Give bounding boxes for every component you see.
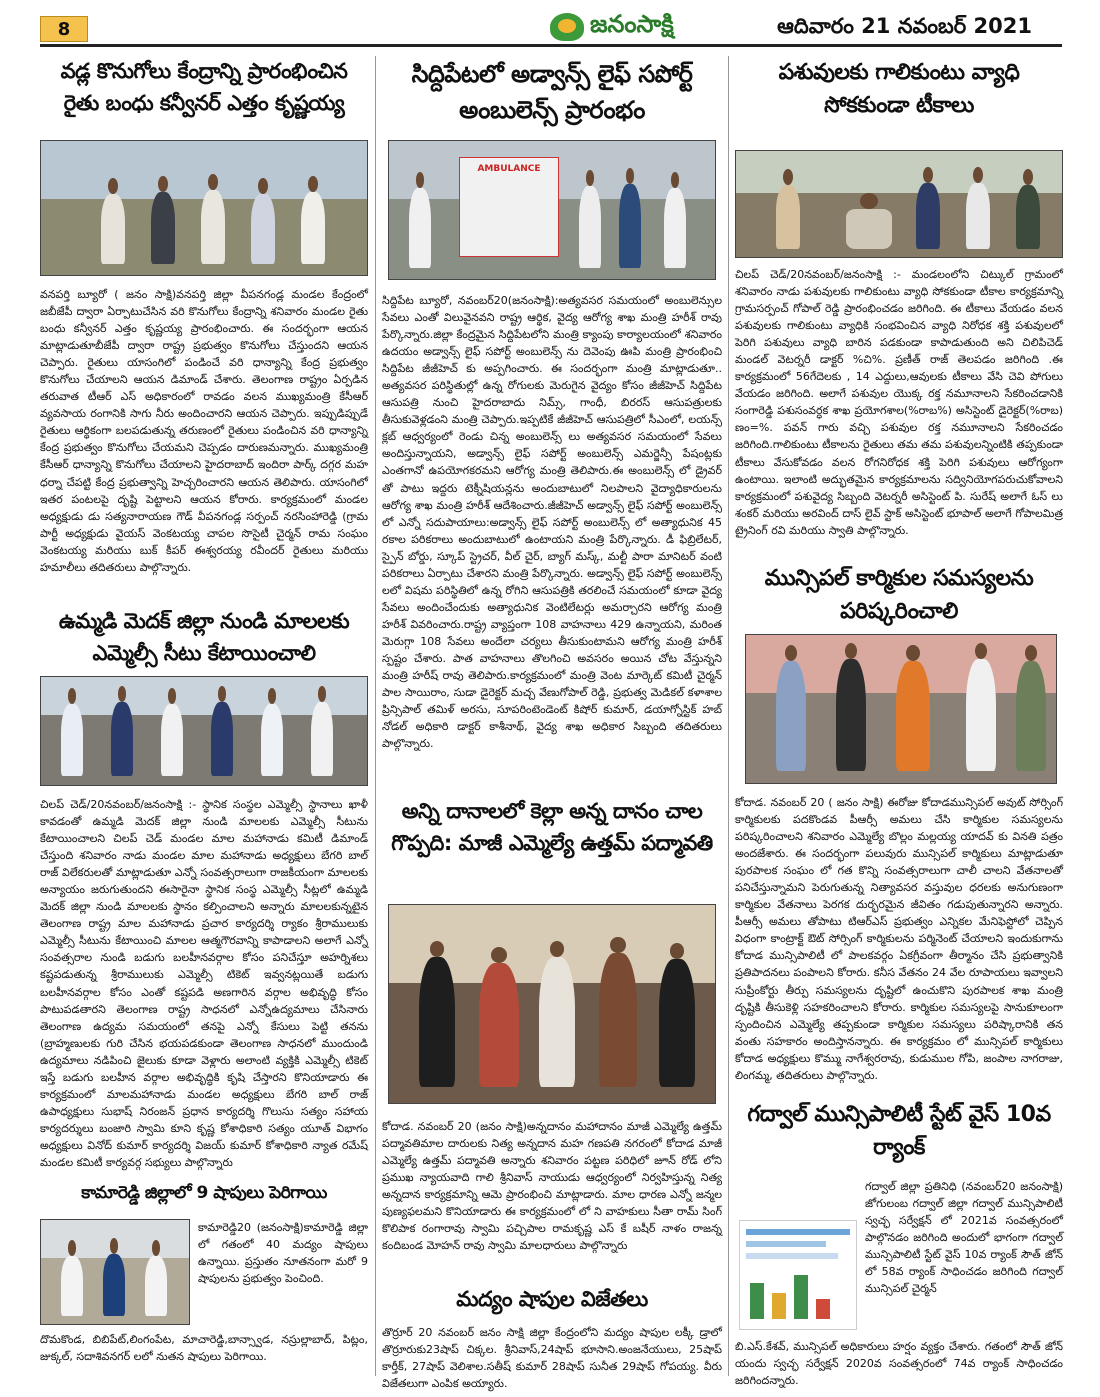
column-divider (728, 56, 729, 1376)
logo-emblem-icon (550, 13, 584, 41)
article-municipal-workers (735, 562, 1063, 1082)
article-photo (388, 904, 716, 1104)
article-body: కోదాడ. నవంబర్ 20 (జనం సాక్షి)అన్నదానం మహాదానం మాజీ ఎమ్మెల్యే ఉత్తమ్ పద్మావతిమాల దారులకు నిత్య అన్నదాన మహ గణపతి నగరంలో కోదాడ మాజీ ఎమ్మెల్యే ఉత్తమ్ పద్మావతి అన్నారు శనివారం పట్టణ పరిధిలో జూన్ రోడ్ లోని ప్రముఖ న్యాయవాది గాలి శ్రీనివాస్ నాయుడు ఆధ్వర్యంలో నిర్వహిస్తున్న నిత్య అన్నదాన కార్యక్రమాన్ని ఆమె ప్రారంభించి మాట్లాడారు. మాల ధారణ ఎన్నో జన్మల పుణ్యఫలమని కొనియాడారు ఈ కార్యక్రమంలో లో ని వాహకులు సీతా రామ్ సింగ్ కొలిపాక రంగారావు స్వామి పచ్చిపాల రామకృష్ణ ఎస్ కే బషీర్ నాళం రాజన్న కందిబండ మోహన్ రావు స్వామి మాలధారులు పాల్గొన్నారు (382, 1120, 722, 1253)
article-headline: అన్ని దానాలలో కెల్లా అన్న దానం చాల గొప్పది: మాజీ ఎమ్మెల్యే ఉత్తమ్ పద్మావతి (391, 799, 713, 855)
ambulance-vehicle (459, 157, 559, 257)
article-photo (40, 676, 368, 786)
masthead-title: జనంసాక్షి (590, 10, 674, 38)
article-headline: సిద్దిపేటలో అడ్వాన్స్ లైఫ్ సపోర్ట్ అంబులెన్స్ ప్రారంభం (411, 60, 693, 124)
article-body: వనపర్తి బ్యూరో ( జనం సాక్షి)వనపర్తి జిల్లా వీపనగండ్ల మండల కేంద్రంలో జబీజేపీ ద్వారా ఏర్పాటుచేసిన వరి కొనుగోలు కేంద్రాన్ని శనివారం మండల రైతు బంధు కన్వీనర్ ఎత్తం కృష్ణయ్య ప్రారంభించారు. ఈ సందర్భంగా ఆయన మాట్లాడుతూబీజేపీ ద్వారా రాష్ట్ర ప్రభుత్వం కొనుగోలు చేస్తుందని ఆయన చెప్పారు. రైతులు యాసంగిలో పండించే వరి ధాన్యాన్ని కేంద్ర ప్రభుత్వం కొనుగోలు చేయాలని ఆయన డిమాండ్ చేశారు. తెలంగాణ రాష్ట్రం ఏర్పడిన తరువాత టీఆర్ ఎస్ అధికారంలో రావడం వలన ముఖ్యమంత్రి కేసీఆర్ వ్యవసాయ రంగానికి సాగు నీరు అందించారని ఆయన చెప్పారు. ఇప్పుడిప్పుడే రైతులు ఆర్థికంగా బలపడుతున్న తరుణంలో రైతులు పండించిన వరి ధాన్యాన్ని కేంద్ర ప్రభుత్వం కొనుగోలు చేయమని చెప్పడం దారుణమన్నారు. ముఖ్యమంత్రి కేసీఆర్ ధాన్యాన్ని కొనుగోలు చేయాలని హైదరాబాద్ ఇందిరా పార్క్ దగ్గర మహ ధర్నా చేపట్టి కేంద్ర ప్రభుత్వాన్ని హెచ్చరించారని ఆయన తెలిపారు. యాసంగిలో ఇతర పంటలపై దృష్టి పెట్టాలని ఆయన కోరారు. కార్యక్రమంలో మండల అధ్యక్షుడు డు సత్యనారాయణ గౌడ్ వీపనగండ్ల సర్పంచ్ నరసింహారెడ్డి (గ్రామ పార్టీ అధ్యక్షుడు వైయస్ వెంకటయ్య చాపల సొసైటీ చైర్మన్ రామ సంఘం వెంకటయ్య మరియు బుక్ కీపర్ ఈశ్వరయ్య రవీందర్ రైతులు మరియు హమాలీలు తదితరులు పాల్గొన్నారు. (40, 288, 368, 574)
article-photo (40, 140, 368, 276)
article-body-tail: దొమకొండ, బిబిపేట్,లింగంపేట, మాచారెడ్డి,బాన్స్వాడ, నస్రుల్లాబాద్, పిట్లం, జుక్కల్, సదాశివనగర్ లలో నుతన షాపులు పెరిగాయి. (40, 1333, 368, 1364)
article-photo (735, 150, 1063, 258)
column-3 (735, 56, 1063, 1388)
ranking-graphic (739, 1220, 857, 1330)
article-liquor-winners (382, 1284, 722, 1391)
column-divider (375, 56, 376, 1376)
page-header (40, 10, 1060, 44)
article-photo (388, 140, 716, 280)
article-headline: కామారెడ్డి జిల్లాలో 9 షాపులు పెరిగాయి (81, 1183, 327, 1203)
article-photo (40, 1219, 190, 1325)
article-headline: వడ్ల కొనుగోలు కేంద్రాన్ని ప్రారంభించిన రైతు బంధు కన్వీనర్ ఎత్తం కృష్ణయ్య (60, 59, 348, 115)
article-body-lead: కామారెడ్డి20 (జనంసాక్షి)కామారెడ్డి జిల్లా లో గతంలో 40 మద్యం షాపులు ఉన్నాయి. ప్రస్తుతం నూతనంగా మరో 9 షాపులను ప్రభుత్వం పెంచింది. (198, 1221, 368, 1286)
column-1 (40, 56, 368, 1376)
issue-date: ఆదివారం 21 నవంబర్ 2021 (777, 14, 1032, 38)
article-body-tail: బి.ఎస్.కేశవ్, మున్సిపల్ అధికారులు హర్షం వ్యక్తం చేశారు. గతంలో సౌత్ జోన్ యందు స్వచ్ఛ సర్వేక్షన్ 2020వ సంవత్సరంలో 74వ ర్యాంక్ సాధించడం జరిగిందన్నారు. (735, 1340, 1063, 1388)
article-annadanam (382, 796, 722, 1253)
article-kamareddy-shops (40, 1181, 368, 1364)
article-headline: మున్సిపల్ కార్మికుల సమస్యలను పరిష్కరించాలి (764, 566, 1034, 624)
column-2 (382, 56, 722, 1391)
page-number: 8 (40, 16, 88, 42)
article-ambulance (382, 56, 722, 751)
article-headline: గద్వాల్ మున్సిపాలిటీ స్టేట్ వైస్ 10వ ర్యాంక్ (747, 1102, 1051, 1160)
ambulance-label: AMBULANCE (477, 164, 541, 174)
article-body: తొర్రూర్ 20 నవంబర్ జనం సాక్షి జిల్లా కేంద్రంలోని మద్యం షాపుల లక్కీ డ్రాలో తొర్రూరుకు23షాప్ చిక్కల. శ్రీనివాస్,24షాప్ భూసాని.అంజనేయులు, 25షాప్ కార్తీక్, 27షాప్ వెలిశాల.సతీష్ కుమార్ 28షాప్ సునీత 29షాప్ గోపయ్య. వీరు విజేతలుగా ఎంపిక అయ్యారు. (382, 1326, 722, 1391)
article-headline: మద్యం షాపుల విజేతలు (456, 1287, 648, 1311)
article-body-lead: గద్వాల్ జిల్లా ప్రతినిధి (నవంబర్20 జనంసాక్షి) జోగులంబ గద్వాల్ జిల్లా గద్వాల్ మున్సిపాలిటీ స్వచ్ఛ సర్వేక్షన్ లో 2021వ సంవత్సరంలో పాల్గొనడం జరిగింది అందులో భాగంగా గద్వాల్ మున్సిపాలిటీ స్టేట్ వైస్ 10వ ర్యాంక్ సౌత్ జోన్ లో 58వ ర్యాంక్ సాధించడం జరిగింది గద్వాల్ మున్సిపల్ చైర్మన్ (865, 1180, 1063, 1296)
article-body: చిలప్ చెడ్/20నవంబర్/జనంసాక్షి :- స్థానిక సంస్థల ఎమ్మెల్సీ స్థానాలు ఖాళీ కావడంతో ఉమ్మడి మెదక్ జిల్లా నుండి మాలలకు ఎమ్మెల్సీ సీటును కేటాయించాలని చిలప్ చెడ్ మండల మాల మహానాడు కమిటీ డిమాండ్ చేస్తుంది శనివారం నాడు మండల మాల మహానాడు అధ్యక్షులు బేగరి బాల్ రాజ్ విలేకరులతో మాట్లాడుతూ ఎన్నో సంవత్సరాలుగా రాజకీయంగా మాలలకు అన్యాయం జరుగుతుందని ఈసారైనా స్థానిక సంస్థ ఎమ్మెల్సీ సీట్లలో ఉమ్మడి మెదక్ జిల్లా నుండి మాలలకు స్థానం కల్పించాలని అన్నారు మాలలకున్నటైన తెలంగాణ రాష్ట్ర మాల మహానాడు ప్రచార కార్యదర్శి ర్యాకం శ్రీరాములుకు ఎమ్మెల్సీ సీటును కేటాయించి మాలల ఆత్మగౌరవాన్ని కాపాడాలని అలాగే ఎన్నో సంవత్సరాల నుండి బడుగు బలహీనవర్గాల కోసం పనిచేస్తూ అహర్నిశలు కష్టపడుతున్న శ్రీరాములుకు ఎమ్మెల్సీ టికెట్ ఇవ్వనట్లయితే బడుగు బలహీనవర్గాల కోసం ఎంతో కష్టపడి అణగారిన వర్గాల అభివృద్ధి కోసం పాటుపడతారని తెలంగాణ రాష్ట్ర సాధనలో ఎన్నోఉద్యమాలు చేసినారు తెలంగాణ ఉద్యమ సమయంలో తనపై ఎన్నో కేసులు పెట్టి తనను (బ్రాహ్మణులకు గురి చేసిన భయపడకుండా తెలంగాణ సాధనలో ముందుండి ఉద్యమాలు నడిపించి జైలుకు కూడా వెళ్లారు అలాంటి వ్యక్తికి ఎమ్మెల్సీ టికెట్ ఇస్తే బడుగు బలహీన వర్గాల అభివృద్ధికి కృషి చేస్తారని కొనియాడారు ఈ కార్యక్రమంలో మాలమహానాడు మండల అధ్యక్షులు బేగరి బాల్ రాజ్ ఉపాధ్యక్షులు సుభాష్ నిరంజన్ ప్రధాన కార్యదర్శి గొలుసు సత్యం సహాయ కార్యదర్శులు బంజారి స్వామి కూని కృష్ణ కోశాధికారి సత్యం యూత్ విభాగం అధ్యక్షులు వినోద్ కుమార్ కార్యదర్శి విజయ్ కుమార్ కోశాధికారి న్యాత రమేష్ మండల కమిటీ కార్యవర్గ సభ్యులు పాల్గొన్నారు (40, 798, 368, 1169)
article-body: కోదాడ. నవంబర్ 20 ( జనం సాక్షి) ఈరోజు కోదాడమున్సిపల్ అవుట్ సోర్సింగ్ కార్మికులకు పదకొండవ పీఆర్సీ అమలు చేసి కార్మికుల సమస్యలను పరిష్కరించాలని శనివారం ఎమ్మెల్యే బొల్లం మల్లయ్య యాదవ్ కు వినతి పత్రం అందజేశారు. ఈ సందర్భంగా పలువురు మున్సిపల్ కార్మికులు మాట్లాడుతూ పురపాలక సంఘం లో గత కొన్ని సంవత్సరాలుగా చాలీ చాలని వేతనాలతో పనిచేస్తున్నామని పెరుగుతున్న నిత్యావసర వస్తువుల ధరలకు అనుగుణంగా కార్మికుల వేతనాలు పెరగక దుర్భరమైన జీవితం గడుపుతున్నారని అన్నారు. పీఆర్సీ అమలు తోపాటు టిఆర్ఎస్ ప్రభుత్వం ఎన్నికల మేనిఫెస్టోలో చెప్పిన విధంగా కాంట్రాక్ట్ ఔట్ సోర్సింగ్ కార్మికులను పర్మినెంట్ చేయాలని ఇందుకుగాను కోదాడ మున్సిపాలిటీ లో పాలకవర్గం ఏకగ్రీవంగా తీర్మానం చేసి ప్రభుత్వానికి ప్రతిపాదనలు పంపాలని కోరారు. కనీస వేతనం 24 వేల రూపాయలు ఇవ్వాలని సుప్రీంకోర్టు తీర్పు సమస్యలను దృష్టిలో ఉంచుకొని పురపాలక శాఖ మంత్రి దృష్టికి తీసుకెళ్లి సహకరించాలని కోరారు. కార్మికుల సమస్యలపై సానుకూలంగా స్పందించిన ఎమ్మెల్యే తప్పకుండా కార్మికుల సమస్యలు పరిష్కారానికి తన వంతు సహకారం అందిస్తానన్నారు. ఈ కార్యక్రమం లో మున్సిపల్ కార్మికులు కోదాడ అధ్యక్షులు కొమ్ము నాగేశ్వరరావు, కుడుముల గోపి, జంపాల నాగరాజు, లింగమ్మ, తదితరులు పాల్గొన్నారు. (735, 796, 1063, 1082)
masthead-logo (550, 10, 674, 44)
article-gadwal-rank (735, 1098, 1063, 1388)
article-headline: పశువులకు గాలికుంటు వ్యాధి సోకకుండా టీకాలు (778, 60, 1020, 118)
article-body: చిలప్ చెడ్/20నవంబర్/జనంసాక్షి :- మండలంలోని చిట్కుల్ గ్రామంలో శనివారం నాడు పశువులకు గాలికుంటు వ్యాధి సోకకుండా టీకాల కార్యక్రమాన్ని గ్రామసర్పంచ్ గోపాల్ రెడ్డి ప్రారంభించడం జరిగింది. ఈ టీకాలు వేయడం వలన పశువులకు గాలికుంటు వ్యాధికి సంభవించిన వ్యాధి నిరోధక శక్తి పశువులలో పెరిగి పశువులు వ్యాధి బారిన పడకుండా కాపాడుతుంది అని చిలిపిచెడ్ మండల్ వెటర్నరీ డాక్టర్ %చి%. ప్రణీత్ రాజ్ తెలపడం జరిగింది .ఈ కార్యక్రమంలో 56గేదెలకు , 14 ఎద్దులు,ఆవులకు టీకాలు వేసి చెవి పోగులు వేయడం జరిగింది. అలాగే పశువుల యొక్క రక్త నమూనాలని సేకరించడానికి సంగారెడ్డి పశుసంవర్ధక శాఖ ప్రయోగశాల(%రాబ%) అసిస్టెంట్ డైరెక్టర్(%రాబ) ణం=%. పవన్ గారు వచ్చి పశువుల రక్త నమూనాలని సేకరించడం జరిగింది.గాలికుంటు టీకాలను రైతులు తమ తమ పశువులన్నింటికి తప్పకుండా టీకాలు వేసుకోవడం వలన రోగనిరోధక శక్తి పెరిగి పశువులు ఆరోగ్యంగా ఉంటాయి. ఇలాంటి అద్భుతమైన కార్యక్రమాలను సద్వినియోగపరుచుకోవాలని కార్యక్రమంలో పశువైద్య సిబ్బంది వెటర్నరీ అసిస్టెంట్ పి. సురేష్ అలాగే ఓస్ లు శంకర్ మరియు అరవింద్ దాస్ లైవ్ స్టాక్ అసిస్టెంట్ భూపాల్ అలాగే గోపాలమిత్ర ట్రైనింగ్ రవి మరియు స్వాతి పాల్గొన్నారు. (735, 268, 1063, 537)
article-headline: ఉమ్మడి మెదక్ జిల్లా నుండి మాలలకు ఎమ్మెల్సీ సీటు కేటాయించాలి (58, 609, 350, 665)
article-photo (745, 634, 1057, 784)
article-paddy-centre (40, 56, 368, 574)
article-cattle-vaccine (735, 56, 1063, 537)
header-rule (40, 44, 1062, 47)
article-mala-mlc (40, 606, 368, 1169)
article-body: సిద్దిపేట బ్యూరో, నవంబర్20(జనంసాక్షి):అత్యవసర సమయంలో అంబులెన్సుల సేవలు ఎంతో విలువైనవని రాష్ట్ర ఆర్థిక, వైద్య ఆరోగ్య శాఖ మంత్రి హరీశ్ రావు పేర్కొన్నారు.జిల్లా కేంద్రమైన సిద్దిపేటలోని మంత్రి క్యాంపు కార్యాలయంలో శనివారం ఉదయం అడ్వాన్స్ లైఫ్ సపోర్ట్ అంబులెన్స్ ను దెవెంపు ఊపి మంత్రి ప్రారంభించి సిద్దిపేట జీజీహెచ్ కు అప్పగించారు. ఈ సందర్భంగా మంత్రి మాట్లాడుతూ.. అత్యవసర పరిస్థితుల్లో ఉన్న రోగులకు మెరుగైన వైద్యం కోసం జీజీహెచ్ సిద్దిపేట ఆసుపత్రి నుంచి హైదరాబాదు నిమ్స్, గాంధీ, బిరరస్ ఆసుపత్రులకు తీసుకువెళ్లడంని మంత్రి చెప్పారు.ఇప్పటికే జీజీహెచ్ ఆసుపత్రిలో సీఎంలో, లయన్స్ క్లబ్ ఆధ్వర్యంలో రెండు చిన్న అంబులెన్స్ లు అత్యవసర సమయంలో సేవలు అందిస్తున్నాయని, అడ్వాన్స్ లైఫ్ సపోర్ట్ అంబులెన్స్ ఎమర్జెన్సీ పేషంట్లకు ఎంతగానో ఉపయోగకరమని ఆరోగ్య మంత్రి తెలిపారు.ఈ అంబులెన్స్ లో డ్రైవర్ తో పాటు ఇద్దరు టెక్నీషియన్లను అందుబాటులో నిలపాలని వైద్యాధికారులను ఆరోగ్య శాఖ మంత్రి హరీశ్ ఆదేశించారు.జీజీహెచ్ అడ్వాన్స్ లైఫ్ సపోర్ట్ అంబులెన్స్ లో ఎన్నో సదుపాయాలు:అడ్వాన్స్ లైఫ్ సపోర్ట్ అంబులెన్స్ లో అత్యాధునిక 45 రకాల పరికరాలు అందుబాటులో ఉంటాయని మంత్రి పేర్కొన్నారు. డీ ఫిబ్రిలేటర్, స్పైన్ బోర్డు, స్కూప్ స్ట్రెచర్, వీల్ చైర్, బ్యాగ్ మస్క్, మల్టీ పారా మానిటర్ వంటి పరికరాలు ఏర్పాటు చేశారని మంత్రి పేర్కొన్నారు. అడ్వాన్స్ లైఫ్ సపోర్ట్ అంబులెన్స్ లలో విషమ పరిస్థితిలో ఉన్న రోగిని ఆసుపత్రికి తరలించే సమయంలో కూడా వైద్య సేవలు అందించేందుకు అత్యాధునిక వెంటిలేటర్లు అమర్చారని ఆరోగ్య మంత్రి హరీశ్ వివరించారు.రాష్ట్ర వ్యాప్తంగా 108 వాహనాలు 429 ఉన్నాయని, మరింత మెరుగ్గా 108 సేవలు అందేలా చర్యలు తీసుకుంటామని ఆరోగ్య మంత్రి హరీశ్ స్పష్టం చేశారు. పాత వాహనాలు తొలగించి అవసరం అయిన చోట వేస్తున్నని మంత్రి హరీష్ రావు తెలిపారు.కార్యక్రమంలో మంత్రి వెంట మార్కెట్ కమిటీ చైర్మన్ పాల సాయిరాం, సుడా డైరెక్టర్ మచ్చ వేణుగోపాల్ రెడ్డి, ప్రభుత్వ మెడికల్ కళాశాల ప్రిన్సిపాల్ తమిళ్ అరసు, సూపరింటెండెంట్ కిషోర్ కుమార్, డయాగ్నోస్టిక్ హబ్ నోడల్ అధికారి డాక్టర్ కాశీనాథ్, వైద్య శాఖ అధికార సిబ్బంది తదితరులు పాల్గొన్నారు. (382, 294, 722, 751)
